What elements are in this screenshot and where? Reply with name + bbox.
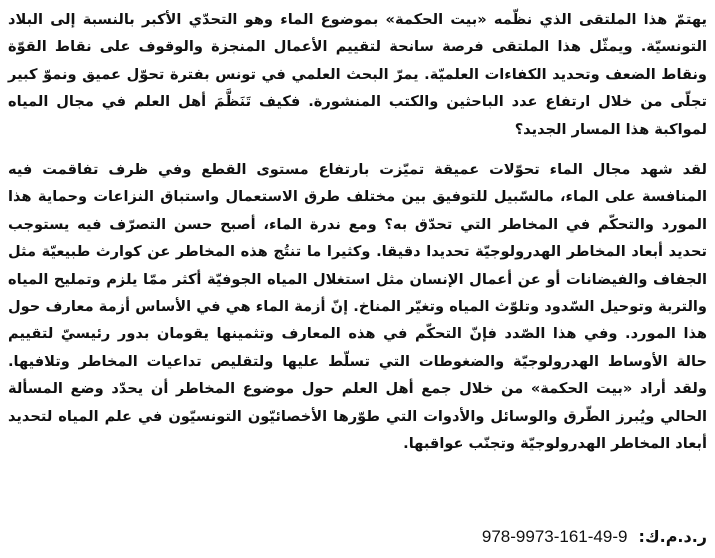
body-paragraph: لقد شهد مجال الماء تحوّلات عميقة تميّزت بارتفاع مستوى القطع وفي ظرف تفاقمت فيه المنافسة على الماء، مالسّبيل للتوفيق بين مختلف طرق الاستعمال واستباق النزاعات وحماية هذا المورد والتحكّم في المخاطر التي تحدّق به؟ ومع ندرة الماء، أصبح حسن التصرّف فيه يستوجب تحديد أبعاد المخاطر الهدرولوجيّة تحديدا دقيقا. وكثيرا ما تنتُج هذه المخاطر عن كوارث طبيعيّة مثل الجفاف والفيضانات أو عن أعمال الإنسان مثل استغلال المياه الجوفيّة أكثر ممّا يلزم وتمليح المياه والتربة وتوحيل السّدود وتلوّث المياه وتغيّر المناخ. إنّ أزمة الماء هي في الأساس أزمة معارف حول هذا المورد. وفي هذا الصّدد فإنّ التحكّم في هذه المعارف وتثمينها يقومان بدور رئيسيّ لتقييم حالة الأوساط الهدرولوجيّة والضغوطات التي تسلّط عليها ولتقليص تداعيات المخاطر وتلافيها. ولقد أراد «بيت الحكمة» من خلال جمع أهل العلم حول موضوع المخاطر أن يحدّد وضع المسألة الحالي ويُبرز الطّرق والوسائل والأدوات التي طوّرها الأخصائيّون التونسيّون في علم المياه لتحديد أبعاد المخاطر الهدرولوجيّة وتجنّب عواقبها. (8, 161, 707, 453)
isbn-line (482, 524, 707, 550)
isbn-number: 978-9973-161-49-9 (481, 527, 628, 546)
isbn-label: ر.د.م.ك: (638, 527, 707, 546)
intro-paragraph: يهتمّ هذا الملتقى الذي نظّمه «بيت الحكمة» بموضوع الماء وهو التحدّي الأكبر بالنسبة إلى البلاد التونسيّة. ويمثّل هذا الملتقى فرصة سانحة لتقييم الأعمال المنجزة والوقوف على نقاط القوّة ونقاط الضعف وتحديد الكفاءات العلميّة. يمرّ البحث العلمي في تونس بفترة تحوّل عميق ونموّ كبير تجلّى من خلال ارتفاع عدد الباحثين والكتب المنشورة. فكيف تَنَظَّمَ أهل العلم في مجال المياه لمواكبة هذا المسار الجديد؟ (8, 11, 707, 138)
